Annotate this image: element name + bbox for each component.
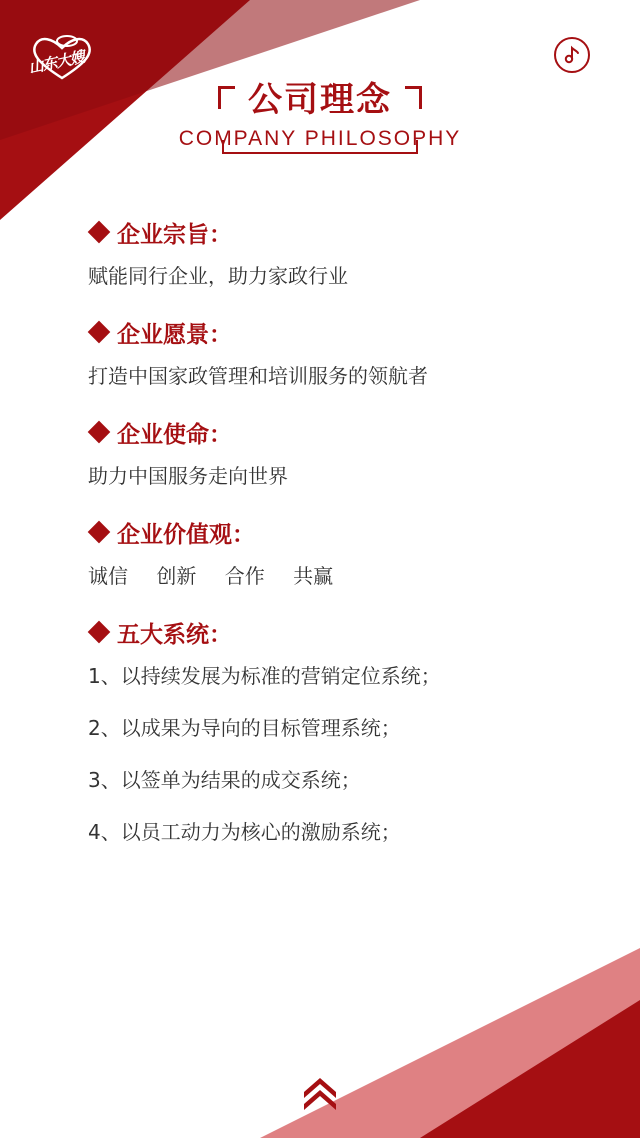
section-heading-text: 五大系统： xyxy=(117,621,232,648)
page-title-wrap xyxy=(218,72,422,121)
diamond-bullet-icon xyxy=(88,521,111,544)
section-heading-text: 企业宗旨： xyxy=(117,221,232,248)
section-heading-text: 企业价值观： xyxy=(117,521,255,548)
value-item: 诚信 xyxy=(88,564,128,588)
section-vision xyxy=(88,314,608,402)
diamond-bullet-icon xyxy=(88,421,111,444)
title-bracket-left xyxy=(218,86,235,109)
title-underline-bracket xyxy=(222,140,418,154)
value-item: 创新 xyxy=(156,564,197,588)
section-purpose xyxy=(88,214,608,302)
section-heading xyxy=(88,514,608,550)
section-body: 助力中国服务走向世界 xyxy=(88,464,288,488)
brand-logo-text: 山东大嫂 xyxy=(26,47,86,78)
music-note-icon xyxy=(562,45,582,65)
section-body: 赋能同行企业，助力家政行业 xyxy=(88,264,348,288)
values-list xyxy=(88,550,608,602)
title-bracket-right xyxy=(405,86,422,109)
section-heading xyxy=(88,314,608,350)
diamond-bullet-icon xyxy=(88,621,111,644)
double-chevron-up-icon[interactable] xyxy=(300,1070,340,1110)
diamond-bullet-icon xyxy=(88,221,111,244)
system-item: 3、以签单为结果的成交系统； xyxy=(88,768,361,792)
music-toggle-button[interactable] xyxy=(554,37,590,73)
value-item: 共赢 xyxy=(293,564,334,588)
section-mission xyxy=(88,414,608,502)
section-heading xyxy=(88,414,608,450)
value-item: 合作 xyxy=(224,564,265,588)
system-item: 4、以员工动力为核心的激励系统； xyxy=(88,820,401,844)
page-subtitle: COMPANY PHILOSOPHY xyxy=(178,127,462,150)
system-item: 1、以持续发展为标准的营销定位系统； xyxy=(88,664,441,688)
section-heading-text: 企业愿景： xyxy=(117,321,232,348)
section-heading xyxy=(88,614,608,650)
system-item: 2、以成果为导向的目标管理系统； xyxy=(88,716,401,740)
section-heading xyxy=(88,214,608,250)
page-title: 公司理念 xyxy=(248,80,392,120)
philosophy-content xyxy=(88,214,608,858)
diamond-bullet-icon xyxy=(88,321,111,344)
section-heading-text: 企业使命： xyxy=(117,421,232,448)
section-values xyxy=(88,514,608,602)
section-systems xyxy=(88,614,608,858)
section-body: 打造中国家政管理和培训服务的领航者 xyxy=(88,364,428,388)
